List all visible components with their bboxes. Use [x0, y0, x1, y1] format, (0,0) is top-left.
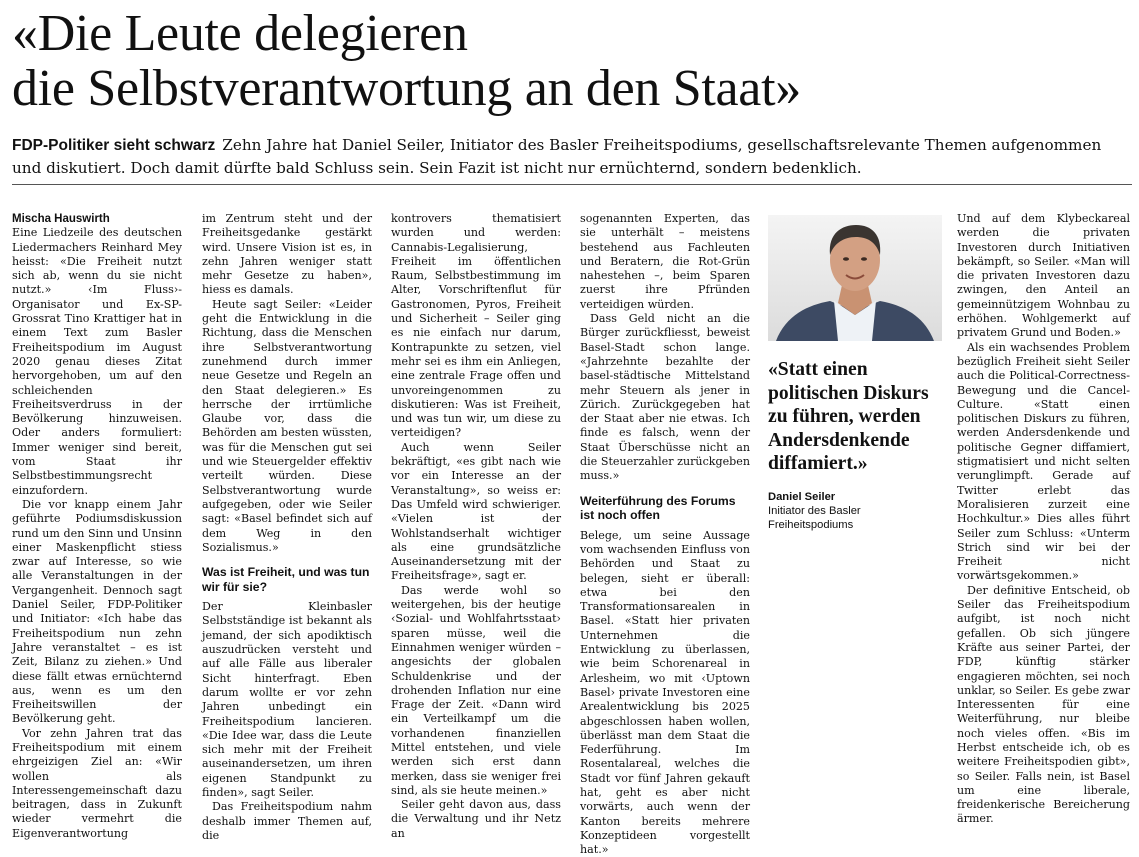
article-column-3: [391, 212, 561, 841]
column-6-paragraph-2: Als ein wachsendes Problem bezüglich Freiheit sieht Seiler auch die Political-Correctness-Bewegung und die Cancel-Culture. «Statt einen politischen Diskurs zu führen, werden Andersdenkende und politische Gegner diffamiert, stigmatisiert und nicht selten verunglimpft. Gerade auf Twitter erlebt das Moralisieren zurzeit eine Hochkultur.» Dies alles führt Seiler zum Schluss: «Unterm Strich sind wir bei der Freiheit nicht vorwärtsgekommen.»: [957, 340, 1130, 583]
column-6-paragraph-1: Und auf dem Klybeckareal werden die privaten Investoren durch Initiativen bekämpft, so Seiler. «Man will die privaten Investoren dazu zwingen, den Anteil an gemeinnützigem Wohnbau zu erhöhen. Wohlgemerkt auf privatem Grund und Boden.»: [957, 212, 1130, 340]
column-2-paragraph-3: Der Kleinbasler Selbstständige ist bekannt als jemand, der sich apodiktisch auszudrücken versteht und auf alle Fälle aus liberaler Sicht hinterfragt. Eben darum wollte er vor zehn Jahren unbedingt ein Freiheitspodium lancieren. «Die Idee war, dass die Leute sich mehr mit der Freiheit auseinandersetzen, um ihren eigenen Standpunkt zu finden», sagt Seiler.: [202, 600, 372, 799]
author-byline: Mischa Hauswirth: [12, 213, 110, 225]
article-column-4: [580, 212, 750, 857]
photo-caption-name: Daniel Seiler: [768, 491, 836, 503]
column-4-paragraph-1: sogenannten Experten, das sie unterhält – meistens bestehend aus Fachleuten und Beratern, die Rot-Grün nahestehen –, beim Sparen zuerst ihre Pfründen verteidigen würden.: [580, 212, 750, 311]
article-column-2: [202, 212, 372, 843]
lead-kicker: FDP-Politiker sieht schwarz: [12, 137, 216, 154]
column-3-paragraph-3: Das werde wohl so weitergehen, bis der heutige ‹Sozial- und Wohlfahrtsstaat› sparen müsse, weil die Einnahmen weniger würden – angesichts der globalen Schuldenkrise und der drohenden Inflation nur eine Frage der Zeit. «Dann wird ein Verteilkampf um die vorhandenen finanziellen Mittel entstehen, und viele werden sich erst dann merken, dass sie weniger frei sind, als sie heute meinen.»: [391, 583, 561, 797]
headline: [12, 6, 1132, 116]
portrait-illustration: [768, 215, 942, 341]
column-3-paragraph-1: kontrovers thematisiert wurden und werden: Cannabis-Legalisierung, Freiheit im öffentlichen Raum, Selbstbestimmung im Alter, Vorschriftenflut für Gastronomen, Pyros, Freiheit und Sicherheit – Seiler ging es nie einfach nur darum, Kontrapunkte zu setzen, viel mehr sei es ihm ein Anliegen, eine zentrale Frage offen und unvoreingenommen zu diskutieren: Was ist Freiheit, und was tun wir, um diese zu verteidigen?: [391, 212, 561, 440]
divider-line: [12, 184, 1132, 185]
column-4-paragraph-3: Belege, um seine Aussage vom wachsenden Einfluss von Behörden und Staat zu belegen, sieht er überall: etwa bei den Transformationsarealen in Basel. «Statt hier privaten Unternehmen die Entwicklung zu überlassen, wie beim Schorenareal in Arlesheim, wo mit ‹Uptown Basel› private Investoren eine Arealentwicklung bis 2025 abgeschlossen haben wollen, überlässt man dem Staat die Federführung. Im Rosentalareal, welches die Stadt vor fünf Jahren gekauft hat, geht es aber nicht vorwärts, auch wenn der Kanton bereits mehrere Konzeptideen vorgestellt hat.»: [580, 528, 750, 857]
column-1-paragraph-1: Eine Liedzeile des deutschen Liedermachers Reinhard Mey heisst: «Die Freiheit nutzt sich ab, wenn du sie nicht nutzt.» ‹Im Fluss›-Organisator und Ex-SP-Grossrat Tino Krattiger hat in einem Text zum Basler Freiheitspodium im August 2020 genau dieses Zitat hervorgehoben, um auf den schleichenden Freiheitsverdruss in der Bevölkerung hinzuweisen. Oder anders formuliert: Immer weniger sind bereit, vom Staat ihr Selbstbestimmungsrecht einzufordern.: [12, 226, 182, 497]
article-column-6: [957, 212, 1130, 827]
column-4-paragraph-2: Dass Geld nicht an die Bürger zurückfliesst, beweist Basel-Stadt schon lange. «Jahrzehnte bezahlte der basel-städtische Mittelstand mehr Steuern als jener in Zürich. Zurückgegeben hat der Staat aber nie etwas. Ich finde es falsch, wenn der Staat Überschüsse nicht an die Steuerzahler zurückgeben muss.»: [580, 312, 750, 483]
pull-quote: «Statt einen politischen Diskurs zu führen, werden Andersdenkende diffamiert.»: [768, 359, 929, 474]
column-3-paragraph-4: Seiler geht davon aus, dass die Verwaltung und ihr Netz an: [391, 798, 561, 840]
lead-paragraph: [12, 134, 1132, 179]
column-2-paragraph-4: Das Freiheitspodium nahm deshalb immer Themen auf, die: [202, 800, 372, 842]
subheading-freiheit: Was ist Freiheit, und was tun wir für sie?: [202, 565, 370, 594]
column-6-paragraph-3: Der definitive Entscheid, ob Seiler das Freiheitspodium aufgibt, ist noch nicht gefallen. Ob sich jüngere Kräfte aus seiner Partei, der FDP, künftig stärker engagieren möchten, sei noch unklar, so Seiler. Es gebe zwar Interessenten für eine Weiterführung, nur bleibe noch vieles offen. «Bis im Herbst entscheide ich, ob es weitere Freiheitspodien gibt», so Seiler. Falls nein, ist Basel um eine liberale, freidenkerische Bereicherung ärmer.: [957, 583, 1130, 826]
portrait-photo: [768, 215, 942, 341]
column-1-paragraph-2: Die vor knapp einem Jahr geführte Podiumsdiskussion rund um den Sinn und Unsinn einer Maskenpflicht stiess zwar auf Interesse, so wie alle Veranstaltungen in der Vergangenheit. Dennoch sagt Daniel Seiler, FDP-Politiker und Initiator: «Ich habe das Freiheitspodium nun zehn Jahre veranstaltet – es ist Zeit, Bilanz zu ziehen.» Und diese fällt etwas ernüchternd aus, wenn es um den Freiheitswillen der Bevölkerung geht.: [12, 497, 182, 726]
headline-line-2: die Selbstverantwortung an den Staat»: [12, 60, 801, 117]
column-1-paragraph-3: Vor zehn Jahren trat das Freiheitspodium mit einem ehrgeizigen Ziel an: «Wir wollen als Interessengemeinschaft dazu beitragen, dass in Zukunft wieder vermehrt die Eigenverantwortung: [12, 726, 182, 840]
column-3-paragraph-2: Auch wenn Seiler bekräftigt, «es gibt nach wie vor ein Interesse an der Veranstaltung», so weiss er: Das Umfeld wird schwieriger. «Vielen ist der Wohlstandserhalt wichtiger als eine grundsätzliche Auseinandersetzung mit der Freiheitsfrage», sagt er.: [391, 440, 561, 583]
column-2-paragraph-1: im Zentrum steht und der Freiheitsgedanke gestärkt wird. Unsere Vision ist es, in zehn Jahren weniger statt mehr Gesetze zu haben», hiess es damals.: [202, 212, 372, 297]
photo-caption-role: Initiator des Basler Freiheitspodiums: [768, 505, 861, 531]
subheading-weiterfuehrung: Weiterführung des Forums ist noch offen: [580, 493, 736, 523]
article-column-1: [12, 212, 182, 841]
lead-text: Zehn Jahre hat Daniel Seiler, Initiator des Basler Freiheitspodiums, gesellschaftsrelevante Themen aufgenommen und diskutiert. Doch damit dürfte bald Schluss sein. Sein Fazit ist nicht nur ernüchternd, sondern bedenklich.: [12, 136, 1102, 177]
headline-line-1: «Die Leute delegieren: [12, 5, 468, 62]
column-2-paragraph-2: Heute sagt Seiler: «Leider geht die Entwicklung in die Richtung, dass die Menschen ihre Selbstverantwortung zunehmend durch immer neue Gesetze und Regeln an den Staat delegieren.» Es herrsche der irrtümliche Glaube vor, dass die Behörden am besten wüssten, was für die Menschen gut sei und wie Steuergelder effektiv verteilt würden. Diese Selbstverantwortung wurde aufgegeben, oder wie Seiler sagt: «Basel befindet sich auf dem Weg in den Sozialismus.»: [202, 297, 372, 554]
